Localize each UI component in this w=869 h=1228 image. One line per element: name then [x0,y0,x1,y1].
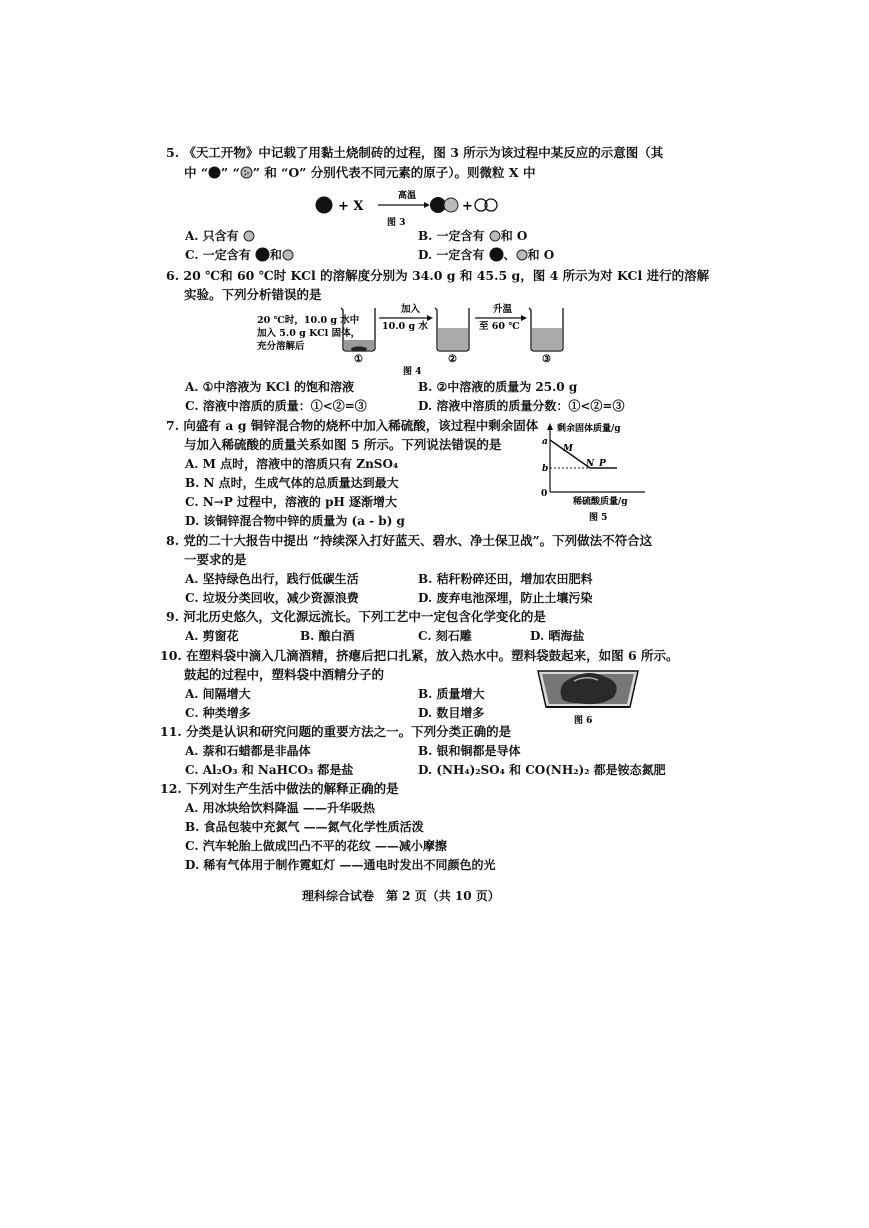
black-atom-icon [208,166,221,179]
y-axis-arrow-icon [547,423,553,430]
q7-point-p: P [599,459,606,469]
q6-option-c: C. 溶液中溶质的质量：①<②=③ [185,399,367,413]
q10-option-c: C. 种类增多 [185,706,251,720]
q6-arrow1-label-top: 加入 [401,304,421,315]
q5-eq-plus-x: + X [338,199,364,214]
q12-option-b: B. 食品包装中充氮气 ——氮气化学性质活泼 [185,820,424,834]
dotted-atom-icon [240,166,253,179]
q7-option-b: B. N 点时，生成气体的总质量达到最大 [185,476,399,490]
dotted-atom-icon [516,249,528,261]
q7-y-tick-b: b [542,464,549,474]
q7-point-m: M [563,444,573,454]
black-atom-icon [316,197,333,214]
q5-option-b-text: B. 一定含有 [418,229,485,243]
q11-option-a: A. 萘和石蜡都是非晶体 [185,744,311,758]
q5-figure-caption: 图 3 [387,218,406,228]
q6-figure-caption: 图 4 [403,367,422,377]
q10-stem-line2: 鼓起的过程中，塑料袋中酒精分子的 [184,667,385,682]
q12-stem-line1: 12. 下列对生产生活中做法的解释正确的是 [160,781,399,796]
beaker-2-label: ② [448,354,457,365]
q12-option-d: D. 稀有气体用于制作霓虹灯 ——通电时发出不同颜色的光 [185,858,496,872]
black-atom-icon [255,247,270,262]
q5-stem-line2 [184,165,535,181]
q6-option-a: A. ①中溶液为 KCl 的饱和溶液 [185,380,354,394]
q5-eq-condition: 高温 [398,191,417,201]
q10-option-a: A. 间隔增大 [185,687,251,701]
q7-stem-line1: 7. 向盛有 a g 铜锌混合物的烧杯中加入稀硫酸，该过程中剩余固体 [166,418,539,433]
q10-figure-caption: 图 6 [574,716,593,726]
hot-water-tray-with-bag-icon [538,671,638,707]
q5-option-d-tail: 和 O [527,248,555,262]
q8-option-b: B. 秸秆粉碎还田，增加农田肥料 [418,572,593,586]
q8-stem-line1: 8. 党的二十大报告中提出 “持续深入打好蓝天、碧水、净土保卫战”。下列做法不符合这 [166,533,653,548]
q11-option-b: B. 银和铜都是导体 [418,744,521,758]
q11-option-c: C. Al₂O₃ 和 NaHCO₃ 都是盐 [185,763,354,777]
dotted-atom-icon [243,230,255,242]
dotted-atom-icon [282,249,294,261]
arrow-head-icon [521,315,527,321]
beaker-2-icon [435,308,469,351]
q5-option-d-text: D. 一定含有 [418,248,485,262]
q5-option-b [418,228,527,244]
q5-option-b-tail: 和 O [500,229,528,243]
q9-option-a: A. 剪窗花 [185,629,239,643]
q11-option-d: D. (NH₄)₂SO₄ 和 CO(NH₂)₂ 都是铵态氮肥 [418,763,666,777]
q7-figure-caption: 图 5 [589,513,608,523]
q7-x-axis-label: 稀硫酸质量/g [573,497,628,507]
q10-figure [534,663,644,728]
q6-desc-line2: 加入 5.0 g KCl 固体， [257,328,361,339]
q7-chart [535,420,660,528]
beaker-1-label: ① [354,354,363,365]
q8-option-d: D. 废弃电池深埋，防止土壤污染 [418,591,593,605]
q5-stem-line1: 5. 《天工开物》中记载了用黏土烧制砖的过程，图 3 所示为该过程中某反应的示意图（其 [166,145,664,160]
q10-stem-line1: 10. 在塑料袋中滴入几滴酒精，挤瘪后把口扎紧，放入热水中。塑料袋鼓起来，如图 6 所示。 [160,648,679,663]
q9-option-d: D. 晒海盐 [530,629,585,643]
q5-option-c-text: C. 一定含有 [185,248,251,262]
q6-arrow2-label-bottom: 至 60 ℃ [479,321,520,332]
q9-option-b: B. 酿白酒 [300,629,355,643]
q8-stem-line2: 一要求的是 [184,552,247,567]
arrow-head-icon [424,202,430,208]
q6-dissolution-diagram [255,298,585,378]
q8-option-a: A. 坚持绿色出行，践行低碳生活 [185,572,359,586]
q7-curve [550,440,617,468]
q5-option-a-text: A. 只含有 [185,229,239,243]
q8-option-c: C. 垃圾分类回收，减少资源浪费 [185,591,359,605]
q7-origin: 0 [541,489,548,499]
q5-reaction-diagram [310,190,520,230]
q6-desc-line3: 充分溶解后 [257,341,305,352]
q12-option-a: A. 用冰块给饮料降温 ——升华吸热 [185,801,375,815]
page-footer: 理科综合试卷 第 2 页（共 10 页） [302,889,500,903]
q5-stem-part-b: ” “ [221,165,240,180]
q9-option-c: C. 刻石雕 [418,629,472,643]
q7-y-axis-label: 剩余固体质量/g [557,424,621,434]
q9-stem-line1: 9. 河北历史悠久，文化源远流长。下列工艺中一定包含化学变化的是 [166,609,546,624]
q7-option-d: D. 该铜锌混合物中锌的质量为 (a - b) g [185,514,405,528]
q5-option-c [185,247,294,263]
black-atom-icon [489,247,504,262]
q5-option-d [418,247,554,263]
dotted-atom-icon [444,198,458,212]
q7-option-a: A. M 点时，溶液中的溶质只有 ZnSO₄ [185,457,399,471]
q5-stem-part-a: 中 “ [184,165,209,180]
q12-option-c: C. 汽车轮胎上做成凹凸不平的花纹 ——减小摩擦 [185,839,447,853]
q5-eq-plus: + [462,199,473,214]
q5-option-a [185,228,255,244]
q6-stem-line2: 实验。下列分析错误的是 [184,287,322,302]
q11-stem-line1: 11. 分类是认识和研究问题的重要方法之一。下列分类正确的是 [160,724,512,739]
q6-arrow1-label-bottom: 10.0 g 水 [382,321,428,332]
beaker-3-icon [529,308,563,351]
q6-stem-line1: 6. 20 ℃和 60 ℃时 KCl 的溶解度分别为 34.0 g 和 45.5 g，图 4 所示为对 KCl 进行的溶解 [166,268,710,283]
q6-arrow2-label-top: 升温 [493,304,513,315]
q6-option-b: B. ②中溶液的质量为 25.0 g [418,380,578,394]
q6-desc-line1: 20 ℃时，10.0 g 水中 [257,315,360,326]
beaker-3-label: ③ [542,354,551,365]
q7-stem-line2: 与加入稀硫酸的质量关系如图 5 所示。下列说法错误的是 [184,437,502,452]
q6-option-d: D. 溶液中溶质的质量分数：①<②=③ [418,399,625,413]
q5-stem-part-c: ” 和 “O” 分别代表不同元素的原子）。则微粒 X 中 [252,165,536,180]
q7-point-n: N [586,459,595,469]
q10-option-b: B. 质量增大 [418,687,485,701]
dotted-atom-icon [489,230,501,242]
q7-y-tick-a: a [542,437,548,447]
q5-option-c-mid: 和 [269,248,282,262]
q10-option-d: D. 数目增多 [418,706,485,720]
q5-option-d-sep: 、 [503,248,516,262]
q7-option-c: C. N→P 过程中，溶液的 pH 逐渐增大 [185,495,398,509]
